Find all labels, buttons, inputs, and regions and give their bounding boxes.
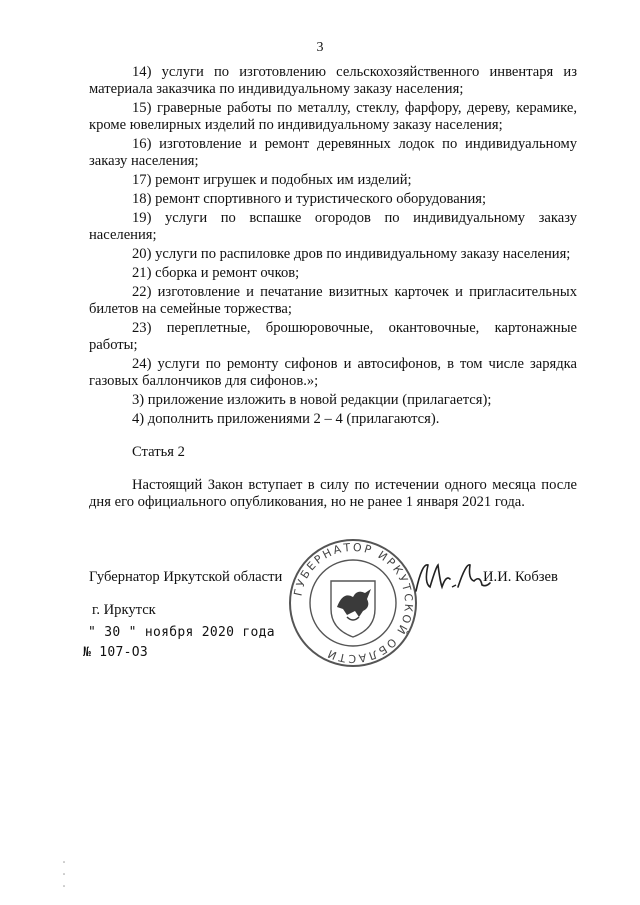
list-item-22: 22) изготовление и печатание визитных карточек и пригласительных билетов на семейные торжества; bbox=[89, 284, 577, 317]
official-stamp bbox=[287, 537, 419, 669]
list-item-16: 16) изготовление и ремонт деревянных лодок по индивидуальному заказу населения; bbox=[89, 136, 577, 169]
list-item-18: 18) ремонт спортивного и туристического оборудования; bbox=[132, 191, 487, 207]
list-item-3: 3) приложение изложить в новой редакции (прилагается); bbox=[132, 392, 492, 408]
signature-line bbox=[89, 569, 589, 593]
list-item-24: 24) услуги по ремонту сифонов и автосифонов, в том числе зарядка газовых баллончиков для сифонов.»; bbox=[89, 356, 577, 389]
signing-date: " 30 " ноября 2020 года bbox=[88, 625, 275, 640]
scan-artifact-dots bbox=[62, 860, 68, 890]
list-item-19: 19) услуги по вспашке огородов по индивидуальному заказу населения; bbox=[89, 210, 577, 243]
list-item-21: 21) сборка и ремонт очков; bbox=[132, 265, 300, 281]
list-item-4: 4) дополнить приложениями 2 – 4 (прилагаются). bbox=[132, 411, 440, 427]
signatory-title: Губернатор Иркутской области bbox=[89, 569, 283, 585]
article-text: Настоящий Закон вступает в силу по истечении одного месяца после дня его официального опубликования, но не ранее 1 января 2021 года. bbox=[89, 477, 577, 510]
place-of-signing: г. Иркутск bbox=[92, 602, 156, 618]
document-body bbox=[89, 64, 577, 513]
list-item-15: 15) граверные работы по металлу, стеклу, фарфору, дереву, керамике, кроме ювелирных изделий по индивидуальному заказу населения; bbox=[89, 100, 577, 133]
list-item-17: 17) ремонт игрушек и подобных им изделий; bbox=[132, 172, 412, 188]
handwritten-signature-icon bbox=[412, 557, 492, 599]
signatory-name: И.И. Кобзев bbox=[483, 569, 558, 585]
list-item-23: 23) переплетные, брошюровочные, окантовочные, картонажные работы; bbox=[89, 320, 577, 353]
law-number: № 107-ОЗ bbox=[83, 645, 149, 660]
stamp-text: ГУБЕРНАТОР ИРКУТСКОЙ ОБЛАСТИ bbox=[291, 540, 416, 666]
list-item-14: 14) услуги по изготовлению сельскохозяйственного инвентаря из материала заказчика по индивидуальному заказу населения; bbox=[89, 64, 577, 97]
page-number: 3 bbox=[316, 40, 324, 55]
article-heading: Статья 2 bbox=[132, 444, 185, 460]
list-item-20: 20) услуги по распиловке дров по индивидуальному заказу населения; bbox=[132, 246, 571, 262]
